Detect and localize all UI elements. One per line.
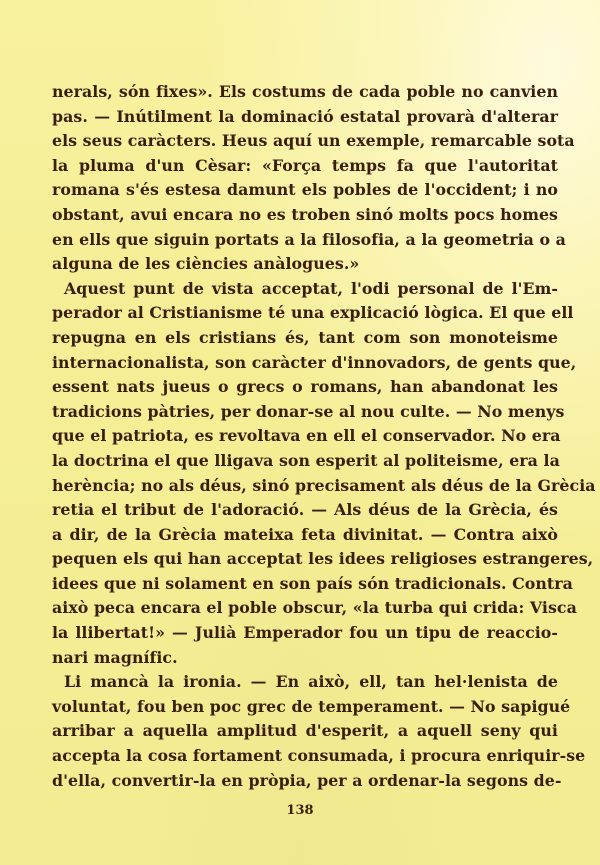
text-line: essent nats jueus o grecs o romans, han abandonat les bbox=[52, 377, 558, 397]
text-line: alguna de les ciències anàlogues.» bbox=[52, 254, 360, 274]
text-line: herència; no als déus, sinó precisament als déus de la Grècia bbox=[52, 475, 596, 495]
text-line: els seus caràcters. Heus aquí un exemple, remarcable sota bbox=[52, 131, 575, 151]
text-line: nerals, són fixes». Els costums de cada poble no canvien bbox=[52, 82, 558, 101]
text-line: en ells que siguin portats a la filosofia, a la geometria o a bbox=[52, 229, 566, 249]
text-line: accepta la cosa fortament consumada, i procura enriquir-se bbox=[52, 746, 586, 766]
text-line: internacionalista, son caràcter d'innovadors, de gents que, bbox=[52, 352, 577, 372]
text-line: arribar a aquella amplitud d'esperit, a aquell seny qui bbox=[52, 721, 558, 741]
text-line: que el patriota, es revoltava en ell el conservador. No era bbox=[52, 426, 561, 446]
text-line: idees que ni solament en son país són tradicionals. Contra bbox=[52, 573, 573, 593]
page-number: 138 bbox=[286, 803, 314, 818]
text-line: romana s'és estesa damunt els pobles de l'occident; i no bbox=[52, 180, 558, 200]
text-line: retia el tribut de l'adoració. — Als déus de la Grècia, és bbox=[52, 500, 558, 520]
text-line: nari magnífic. bbox=[52, 647, 178, 667]
text-line: la pluma d'un Cèsar: «Força temps fa que l'autoritat bbox=[52, 155, 558, 175]
text-line: la llibertat!» — Julià Emperador fou un tipu de reaccio- bbox=[52, 623, 558, 643]
text-line: Li mancà la ironia. — En això, ell, tan hel·lenista de bbox=[64, 672, 558, 692]
text-line: perador al Cristianisme té una explicació lògica. El que ell bbox=[52, 303, 574, 323]
text-line: voluntat, fou ben poc grec de temperament. — No sapigué bbox=[52, 696, 571, 716]
text-line: repugna en els cristians és, tant com son monoteisme bbox=[52, 327, 558, 347]
text-line: Aquest punt de vista acceptat, l'odi personal de l'Em- bbox=[64, 278, 558, 298]
text-line: d'ella, convertir-la en pròpia, per a ordenar-la segons de- bbox=[52, 770, 562, 790]
body-text bbox=[52, 80, 596, 793]
text-line: pequen els qui han acceptat les idees religioses estrangeres, bbox=[52, 549, 594, 569]
text-line: obstant, avui encara no es troben sinó molts pocs homes bbox=[52, 204, 558, 224]
text-line: tradicions pàtries, per donar-se al nou culte. — No menys bbox=[52, 401, 565, 421]
text-line: la doctrina el que lligava son esperit al politeisme, era la bbox=[52, 450, 560, 470]
text-line: a dir, de la Grècia mateixa feta divinitat. — Contra això bbox=[52, 524, 558, 544]
text-line: pas. — Inútilment la dominació estatal provarà d'alterar bbox=[52, 106, 558, 126]
text-line: això peca encara el poble obscur, «la turba qui crida: Visca bbox=[52, 598, 577, 618]
